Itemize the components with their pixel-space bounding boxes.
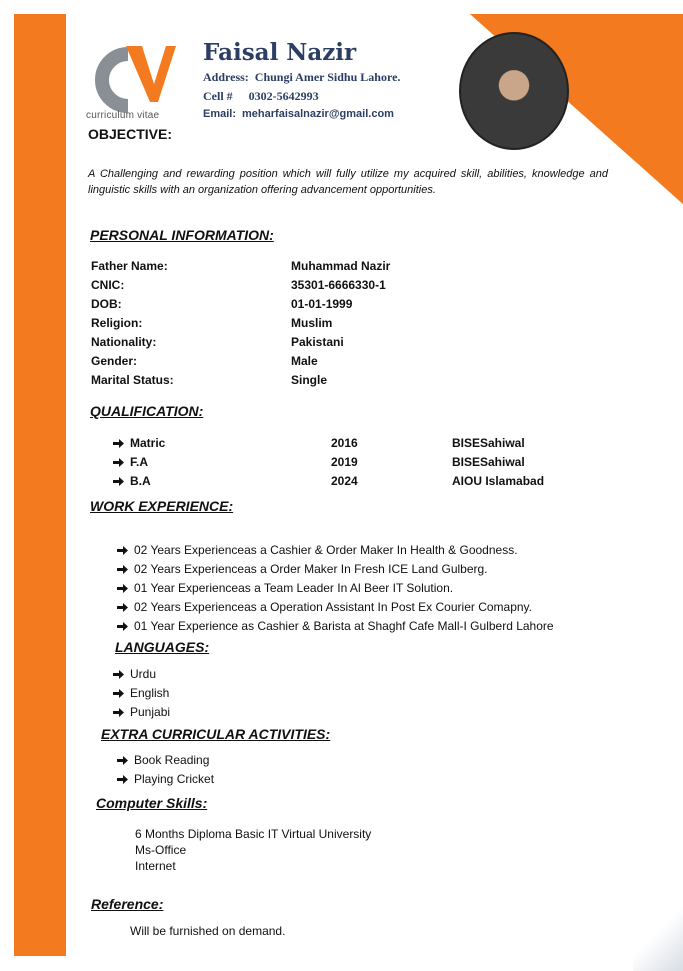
activity-text: Book Reading bbox=[134, 753, 210, 767]
page-curl-decoration bbox=[633, 891, 683, 971]
work-experience-item bbox=[117, 562, 488, 576]
pointing-hand-bullet-icon bbox=[113, 708, 124, 717]
work-experience-text: 02 Years Experienceas a Order Maker In Fresh ICE Land Gulberg. bbox=[134, 562, 488, 576]
email-line bbox=[203, 108, 394, 120]
personal-label: Religion: bbox=[91, 316, 143, 330]
language-item bbox=[113, 686, 169, 700]
personal-label: Marital Status: bbox=[91, 373, 174, 387]
work-experience-item bbox=[117, 600, 532, 614]
work-experience-text: 01 Year Experience as Cashier & Barista at Shaghf Cafe Mall-I Gulberd Lahore bbox=[134, 619, 554, 633]
cell-line bbox=[203, 89, 319, 104]
qualification-heading: QUALIFICATION: bbox=[90, 403, 204, 419]
languages-heading: LANGUAGES: bbox=[115, 639, 210, 655]
work-experience-item bbox=[117, 543, 518, 557]
candidate-name: Faisal Nazir bbox=[203, 39, 357, 66]
pointing-hand-bullet-icon bbox=[113, 689, 124, 698]
work-experience-item bbox=[117, 581, 453, 595]
left-orange-bar bbox=[14, 14, 66, 956]
work-experience-item bbox=[117, 619, 554, 633]
logo-caption: curriculum vitae bbox=[86, 110, 160, 121]
cell-label: Cell # bbox=[203, 89, 233, 103]
personal-value: Single bbox=[291, 373, 328, 387]
computer-skill-line: Internet bbox=[135, 859, 176, 873]
activity-text: Playing Cricket bbox=[134, 772, 215, 786]
pointing-hand-bullet-icon bbox=[113, 477, 124, 486]
pointing-hand-bullet-icon bbox=[117, 622, 128, 631]
qualification-year: 2016 bbox=[331, 436, 358, 450]
language-item bbox=[113, 667, 156, 681]
activity-item bbox=[117, 772, 214, 786]
qualification-board: BISESahiwal bbox=[452, 455, 525, 469]
profile-photo bbox=[459, 32, 569, 150]
pointing-hand-bullet-icon bbox=[117, 603, 128, 612]
address-value: Chungi Amer Sidhu Lahore. bbox=[254, 70, 401, 84]
email-value: meharfaisalnazir@gmail.com bbox=[242, 108, 394, 120]
pointing-hand-bullet-icon bbox=[113, 670, 124, 679]
cell-value: 0302-5642993 bbox=[248, 89, 319, 103]
qualification-degree bbox=[113, 436, 165, 450]
qualification-board: AIOU Islamabad bbox=[452, 474, 545, 488]
degree-label: F.A bbox=[130, 455, 148, 469]
activity-item bbox=[117, 753, 209, 767]
degree-label: Matric bbox=[130, 436, 166, 450]
language-item bbox=[113, 705, 170, 719]
qualification-year: 2024 bbox=[331, 474, 358, 488]
language-text: Urdu bbox=[130, 667, 157, 681]
pointing-hand-bullet-icon bbox=[117, 546, 128, 555]
pointing-hand-bullet-icon bbox=[117, 565, 128, 574]
address-label: Address: bbox=[203, 70, 249, 84]
email-label: Email: bbox=[203, 108, 237, 120]
qualification-year: 2019 bbox=[331, 455, 358, 469]
personal-value: Male bbox=[291, 354, 318, 368]
personal-value: Muslim bbox=[291, 316, 333, 330]
personal-value: 01-01-1999 bbox=[291, 297, 353, 311]
personal-label: Gender: bbox=[91, 354, 138, 368]
work-experience-text: 01 Year Experienceas a Team Leader In Al Beer IT Solution. bbox=[134, 581, 454, 595]
address-line bbox=[203, 70, 400, 85]
pointing-hand-bullet-icon bbox=[113, 458, 124, 467]
personal-value: 35301-6666330-1 bbox=[291, 278, 386, 292]
degree-label: B.A bbox=[130, 474, 151, 488]
work-experience-text: 02 Years Experienceas a Operation Assistant In Post Ex Courier Comapny. bbox=[134, 600, 532, 614]
language-text: English bbox=[130, 686, 170, 700]
reference-heading: Reference: bbox=[91, 896, 164, 912]
computer-skills-heading: Computer Skills: bbox=[96, 795, 208, 811]
qualification-degree bbox=[113, 474, 151, 488]
personal-label: DOB: bbox=[91, 297, 122, 311]
reference-text: Will be furnished on demand. bbox=[130, 924, 286, 938]
personal-label: CNIC: bbox=[91, 278, 125, 292]
personal-label: Nationality: bbox=[91, 335, 157, 349]
extra-curricular-heading: EXTRA CURRICULAR ACTIVITIES: bbox=[101, 726, 331, 742]
personal-value: Muhammad Nazir bbox=[291, 259, 391, 273]
work-experience-text: 02 Years Experienceas a Cashier & Order Maker In Health & Goodness. bbox=[134, 543, 518, 557]
qualification-board: BISESahiwal bbox=[452, 436, 525, 450]
qualification-degree bbox=[113, 455, 148, 469]
personal-value: Pakistani bbox=[291, 335, 344, 349]
pointing-hand-bullet-icon bbox=[117, 775, 128, 784]
personal-label: Father Name: bbox=[91, 259, 168, 273]
objective-heading: OBJECTIVE: bbox=[88, 126, 173, 142]
work-experience-heading: WORK EXPERIENCE: bbox=[90, 498, 234, 514]
pointing-hand-bullet-icon bbox=[117, 756, 128, 765]
pointing-hand-bullet-icon bbox=[117, 584, 128, 593]
computer-skill-line: 6 Months Diploma Basic IT Virtual University bbox=[135, 827, 372, 841]
personal-info-heading: PERSONAL INFORMATION: bbox=[90, 227, 274, 243]
pointing-hand-bullet-icon bbox=[113, 439, 124, 448]
computer-skill-line: Ms-Office bbox=[135, 843, 187, 857]
language-text: Punjabi bbox=[130, 705, 171, 719]
objective-text: A Challenging and rewarding position which will fully utilize my acquired skill, abilities, knowledge and linguistic skills with an organization offering advancement opportunities. bbox=[88, 168, 608, 196]
